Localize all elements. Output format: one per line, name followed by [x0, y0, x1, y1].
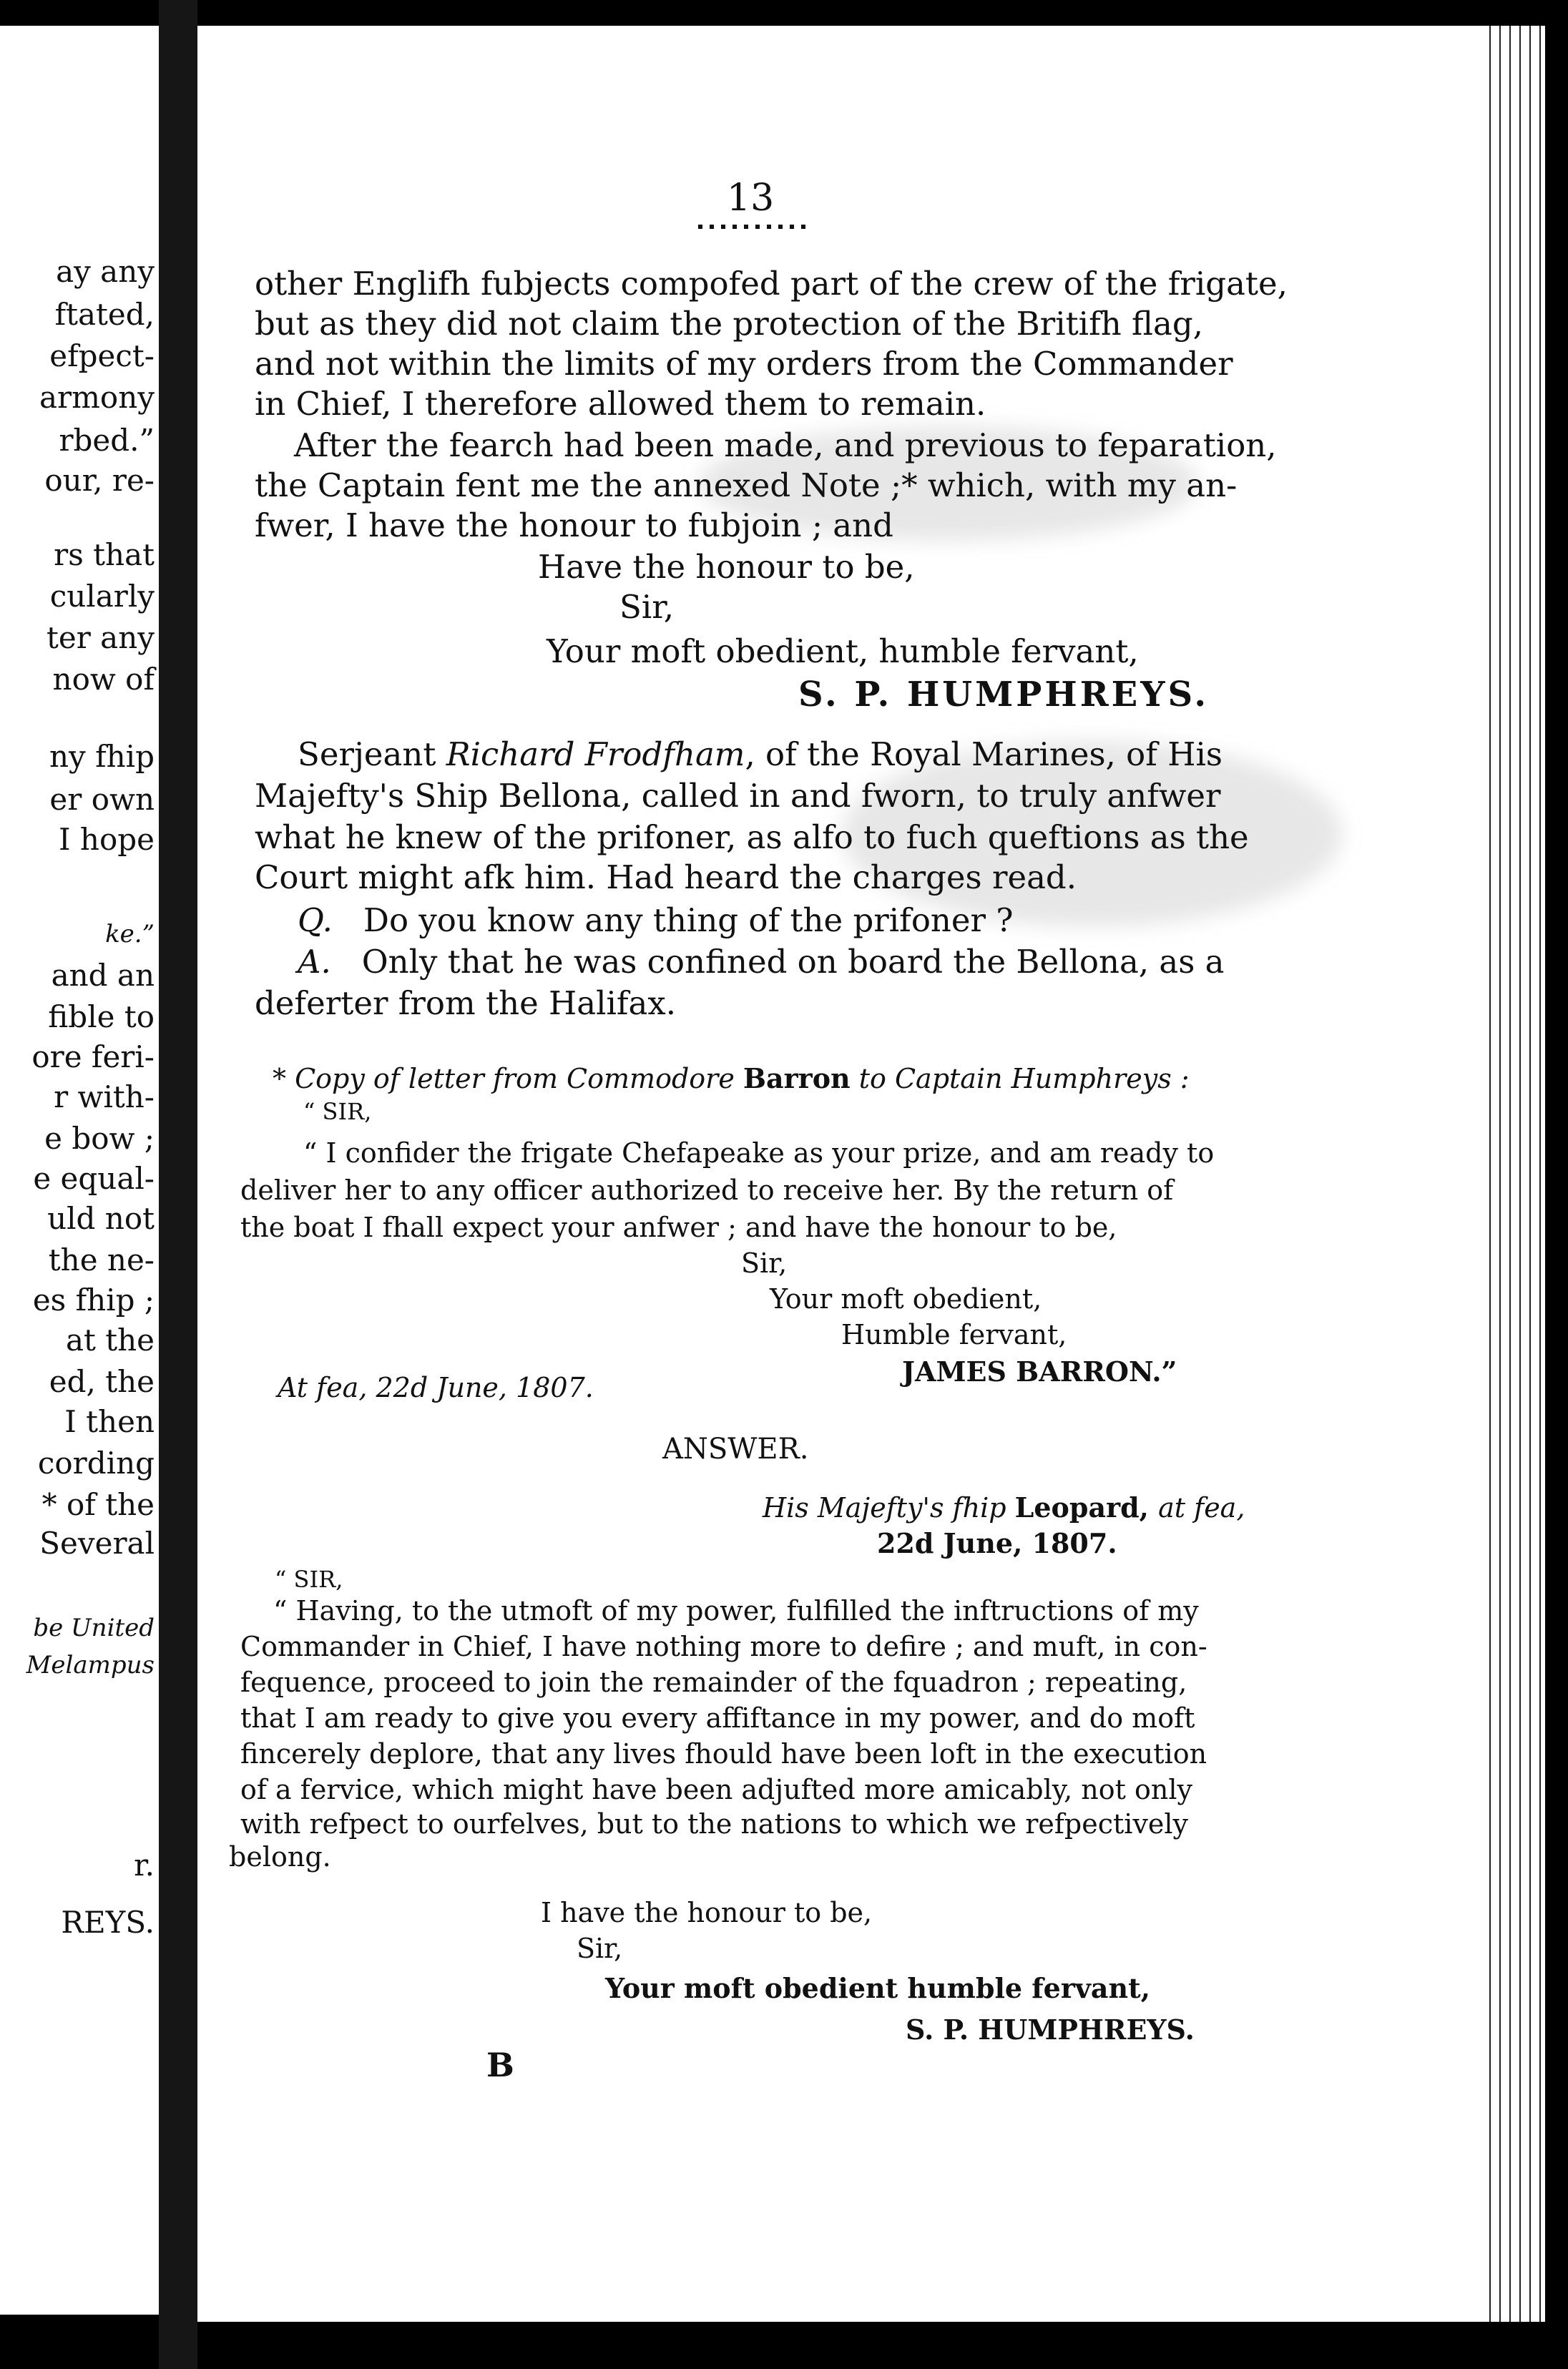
left-page-fragment: REYS.	[61, 1905, 155, 1940]
left-page-fragment: r with-	[54, 1079, 155, 1114]
left-page-fragment: the ne-	[48, 1242, 155, 1277]
footnote-line: deliver her to any officer authorized to receive her. By the return of	[240, 1174, 1174, 1206]
page-edge	[1485, 26, 1545, 2322]
scan-frame-right	[1545, 0, 1568, 2369]
letter-closing: Have the honour to be,	[538, 548, 915, 586]
footnote-signature: JAMES BARRON.”	[902, 1355, 1177, 1388]
letter-closing: Sir,	[619, 588, 675, 626]
letter-line: After the fearch had been made, and previous to feparation,	[294, 426, 1277, 464]
main-page	[197, 26, 1485, 2322]
left-page-fragment: our, re-	[44, 463, 155, 498]
footnote-heading: * Copy of letter from Commodore Barron to Captain Humphreys :	[273, 1062, 1190, 1094]
left-page-fragment: er own	[49, 782, 155, 817]
answer-line: fincerely deplore, that any lives fhould have been loft in the execution	[240, 1738, 1207, 1770]
left-page-fragment: at the	[65, 1323, 155, 1358]
left-page-fragment: Melampus	[26, 1651, 155, 1679]
left-page-fragment: cularly	[49, 579, 155, 614]
question-line: Q. Do you know any thing of the prifoner ?	[298, 901, 1014, 939]
answer-line: deferter from the Halifax.	[255, 984, 677, 1022]
footnote-line: “ I confider the frigate Chefapeake as your prize, and am ready to	[303, 1137, 1215, 1169]
left-page-fragment: armony	[39, 380, 155, 415]
answer-line: belong.	[229, 1841, 331, 1873]
page-number: 13	[727, 177, 775, 220]
answer-line: that I am ready to give you every affiftance in my power, and do moft	[240, 1702, 1195, 1734]
answer-line: Commander in Chief, I have nothing more to defire ; and muft, in con-	[240, 1631, 1207, 1662]
answer-line: with refpect to ourfelves, but to the nations to which we refpectively	[240, 1808, 1189, 1840]
letter-line: fwer, I have the honour to fubjoin ; and	[255, 506, 893, 544]
left-page-fragment: ter any	[46, 620, 155, 655]
answer-line: of a fervice, which might have been adjufted more amicably, not only	[240, 1774, 1192, 1805]
letter-line: in Chief, I therefore allowed them to remain.	[255, 385, 986, 423]
answer-ship: His Majefty's fhip Leopard, at fea,	[763, 1491, 1245, 1524]
left-page-fragment: fible to	[48, 999, 155, 1034]
footnote-salutation: “ SIR,	[303, 1098, 372, 1125]
testimony-line: Serjeant Richard Frodfham, of the Royal Marines, of His	[298, 735, 1222, 773]
left-page-fragment: ke.”	[105, 920, 155, 948]
letter-line: other Englifh fubjects compofed part of the crew of the frigate,	[255, 265, 1288, 303]
left-page-fragment: ftated,	[54, 297, 155, 332]
answer-closing: I have the honour to be,	[541, 1897, 873, 1928]
left-page-fragment: uld not	[47, 1201, 155, 1236]
left-page-fragment: rbed.”	[59, 423, 155, 458]
left-page-fragment: ny fhip	[49, 739, 155, 774]
answer-signature: S. P. HUMPHREYS.	[906, 2014, 1195, 2046]
answer-date: 22d June, 1807.	[877, 1527, 1117, 1559]
book-gutter	[159, 0, 197, 2369]
left-page-fragment: r.	[134, 1848, 155, 1883]
testimony-line: Majefty's Ship Bellona, called in and fworn, to truly anfwer	[255, 777, 1221, 815]
answer-line: A. Only that he was confined on board the Bellona, as a	[298, 943, 1225, 981]
testimony-line: what he knew of the prifoner, as alfo to fuch queftions as the	[255, 818, 1249, 856]
signature-mark: B	[486, 2046, 514, 2084]
letter-signature: S. P. HUMPHREYS.	[798, 675, 1210, 715]
answer-closing: Sir,	[577, 1933, 623, 1964]
left-page-fragment: I then	[64, 1404, 155, 1439]
left-page-fragment: Several	[39, 1526, 155, 1561]
left-page-fragment: e equal-	[33, 1161, 155, 1196]
footnote-date: At fea, 22d June, 1807.	[278, 1372, 594, 1403]
answer-closing: Your moft obedient humble fervant,	[605, 1972, 1150, 2004]
left-page-fragment: cording	[37, 1446, 155, 1481]
page-number-rule	[698, 225, 805, 229]
footnote-closing: Sir,	[741, 1247, 788, 1279]
letter-closing: Your moft obedient, humble fervant,	[547, 632, 1139, 670]
testimony-line: Court might afk him. Had heard the charges read.	[255, 858, 1077, 896]
footnote-closing: Your moft obedient,	[770, 1283, 1042, 1315]
left-page-fragment: now of	[52, 662, 155, 697]
left-page-fragment: ore feri-	[31, 1039, 155, 1074]
answer-line: “ Having, to the utmoft of my power, fulfilled the inftructions of my	[273, 1595, 1199, 1627]
footnote-closing: Humble fervant,	[841, 1319, 1067, 1350]
answer-salutation: “ SIR,	[275, 1566, 343, 1593]
left-page-fragment: es fhip ;	[32, 1282, 155, 1318]
left-page-fragment: I hope	[58, 822, 155, 857]
left-facing-page	[0, 26, 159, 2315]
answer-line: fequence, proceed to join the remainder of the fquadron ; repeating,	[240, 1667, 1187, 1698]
letter-line: the Captain fent me the annexed Note ;* which, with my an-	[255, 466, 1238, 504]
letter-line: but as they did not claim the protection of the Britifh flag,	[255, 305, 1203, 343]
footnote-line: the boat I fhall expect your anfwer ; and have the honour to be,	[240, 1212, 1117, 1243]
left-page-fragment: rs that	[54, 537, 155, 572]
left-page-fragment: be United	[33, 1614, 155, 1642]
left-page-fragment: and an	[51, 958, 155, 993]
left-page-fragment: ay any	[56, 254, 155, 289]
left-page-fragment: efpect-	[49, 338, 155, 373]
answer-heading: ANSWER.	[662, 1433, 809, 1466]
left-page-fragment: ed, the	[49, 1364, 155, 1399]
left-page-fragment: * of the	[41, 1487, 155, 1522]
letter-line: and not within the limits of my orders from the Commander	[255, 345, 1233, 383]
left-page-fragment: e bow ;	[44, 1121, 155, 1156]
